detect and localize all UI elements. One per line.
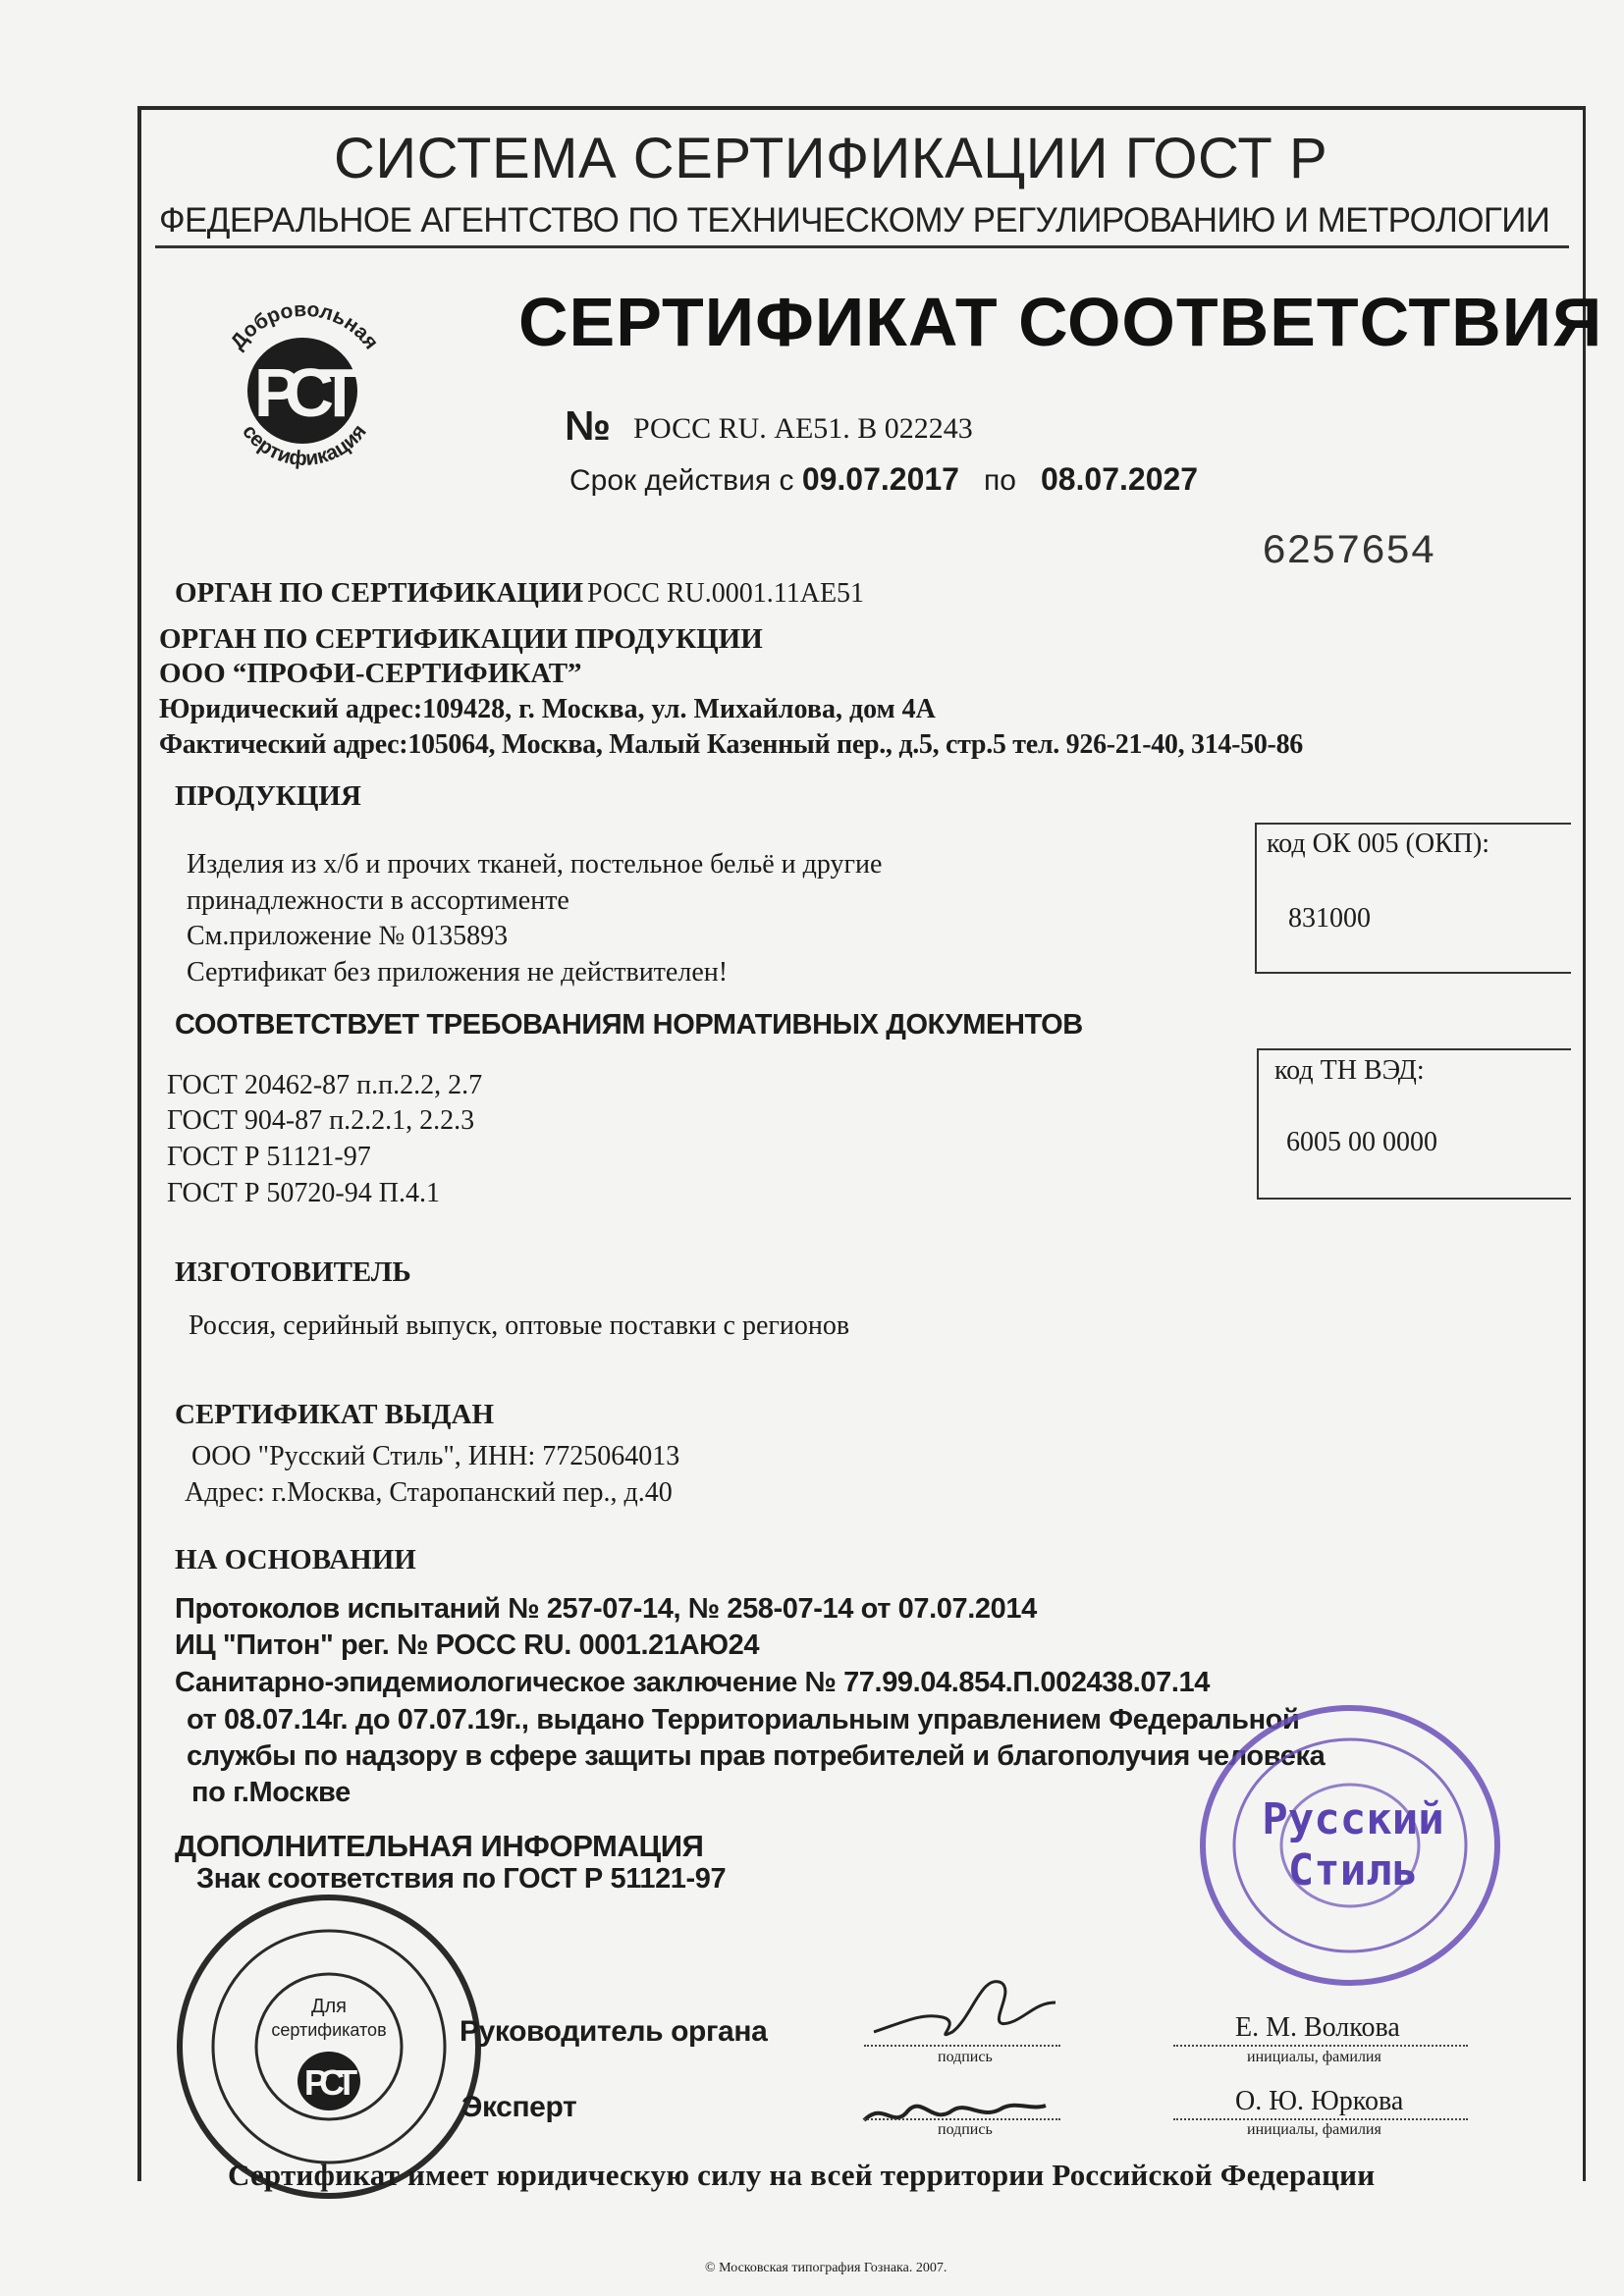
basis-line-2: ИЦ "Питон" рег. № РОСС RU. 0001.21АЮ24 [175, 1629, 760, 1661]
basis-line-5: службы по надзору в сфере защиты прав потребителей и благополучия человека [187, 1740, 1326, 1772]
organ-heading: ОРГАН ПО СЕРТИФИКАЦИИ [175, 577, 584, 609]
validity-to-label: по [983, 464, 1016, 497]
svg-text:Добровольная: Добровольная [226, 297, 383, 354]
validity-line [569, 461, 1198, 498]
product-line-4: Сертификат без приложения не действителен! [187, 957, 729, 988]
svg-text:Русский: Русский [1262, 1794, 1444, 1844]
validity-label: Срок действия с [569, 464, 794, 497]
head-name-caption: инициалы, фамилия [1247, 2049, 1381, 2065]
rst-voluntary-logo-icon [206, 285, 403, 481]
standard-doc-2: ГОСТ 904-87 п.2.2.1, 2.2.3 [167, 1105, 475, 1136]
expert-name: О. Ю. Юркова [1235, 2086, 1404, 2116]
expert-name-line [1173, 2118, 1468, 2120]
standard-doc-4: ГОСТ Р 50720-94 П.4.1 [167, 1178, 440, 1208]
head-name-line [1173, 2045, 1468, 2047]
tnved-value: 6005 00 0000 [1286, 1127, 1437, 1157]
validity-from: 09.07.2017 [801, 461, 959, 497]
organ-code: РОСС RU.0001.11АЕ51 [587, 578, 865, 609]
expert-sign-line [864, 2118, 1060, 2120]
basis-line-1: Протоколов испытаний № 257-07-14, № 258-07-14 от 07.07.2014 [175, 1593, 1037, 1625]
basis-line-4: от 08.07.14г. до 07.07.19г., выдано Территориальным управлением Федеральной [187, 1704, 1300, 1735]
certificate-number: РОСС RU. АЕ51. В 022243 [633, 412, 973, 445]
actual-address: Фактический адрес:105064, Москва, Малый Казенный пер., д.5, стр.5 тел. 926-21-40, 314-50-86 [159, 729, 1303, 760]
head-signature-icon [864, 1963, 1060, 2052]
head-name: Е. М. Волкова [1235, 2012, 1400, 2043]
conformity-heading: СООТВЕТСТВУЕТ ТРЕБОВАНИЯМ НОРМАТИВНЫХ ДОКУМЕНТОВ [175, 1009, 1083, 1041]
manufacturer-heading: ИЗГОТОВИТЕЛЬ [175, 1256, 411, 1288]
issued-name: ООО "Русский Стиль", ИНН: 7725064013 [191, 1441, 680, 1471]
organ-name: ОРГАН ПО СЕРТИФИКАЦИИ ПРОДУКЦИИ [159, 623, 763, 655]
okp-label: код ОК 005 (ОКП): [1267, 828, 1490, 859]
additional-heading: ДОПОЛНИТЕЛЬНАЯ ИНФОРМАЦИЯ [175, 1829, 704, 1863]
expert-label: Эксперт [461, 2091, 577, 2123]
tnved-label: код ТН ВЭД: [1274, 1055, 1425, 1086]
expert-name-caption: инициалы, фамилия [1247, 2121, 1381, 2138]
svg-text:РСТ: РСТ [303, 2062, 351, 2103]
svg-text:сертификация: сертификация [238, 420, 371, 471]
product-line-2: принадлежности в ассортименте [187, 885, 569, 916]
head-sign-line [864, 2045, 1060, 2047]
agency-name: ФЕДЕРАЛЬНОЕ АГЕНТСТВО ПО ТЕХНИЧЕСКОМУ РЕГУЛИРОВАНИЮ И МЕТРОЛОГИИ [159, 201, 1550, 240]
svg-text:сертификатов: сертификатов [271, 2020, 387, 2040]
svg-text:Для: Для [310, 1996, 348, 2017]
expert-sign-caption: подпись [938, 2121, 993, 2138]
standard-doc-1: ГОСТ 20462-87 п.п.2.2, 2.7 [167, 1070, 483, 1100]
product-line-3: См.приложение № 0135893 [187, 921, 509, 951]
manufacturer-text: Россия, серийный выпуск, оптовые поставки с регионов [189, 1310, 850, 1341]
basis-line-6: по г.Москве [191, 1777, 351, 1808]
okp-value: 831000 [1288, 903, 1371, 934]
header-divider [155, 245, 1569, 248]
additional-text: Знак соответствия по ГОСТ Р 51121-97 [196, 1863, 727, 1895]
basis-heading: НА ОСНОВАНИИ [175, 1544, 416, 1575]
validity-to: 08.07.2027 [1040, 461, 1199, 497]
russkiy-stil-stamp-icon [1188, 1688, 1512, 2002]
basis-line-3: Санитарно-эпидемиологическое заключение № 77.99.04.854.П.002438.07.14 [175, 1667, 1210, 1698]
legal-address: Юридический адрес:109428, г. Москва, ул. Михайлова, дом 4А [159, 694, 936, 724]
standard-doc-3: ГОСТ Р 51121-97 [167, 1142, 371, 1172]
product-line-1: Изделия из х/б и прочих тканей, постельное бельё и другие [187, 849, 883, 880]
expert-signature-icon [854, 2081, 1051, 2150]
head-sign-caption: подпись [938, 2049, 993, 2065]
printer-note: © Московская типография Гознака. 2007. [705, 2261, 947, 2275]
issued-address: Адрес: г.Москва, Старопанский пер., д.40 [185, 1477, 673, 1508]
certificate-title: СЕРТИФИКАТ СООТВЕТСТВИЯ [518, 284, 1603, 360]
head-label: Руководитель органа [460, 2015, 768, 2048]
system-title: СИСТЕМА СЕРТИФИКАЦИИ ГОСТ Р [334, 127, 1328, 190]
serial-number: 6257654 [1262, 528, 1435, 575]
organ-heading-line [175, 577, 864, 610]
footer-note: Сертификат имеет юридическую силу на всей территории Российской Федерации [228, 2158, 1376, 2192]
number-sign: № [565, 402, 611, 449]
organ-company: ООО “ПРОФИ-СЕРТИФИКАТ” [159, 658, 582, 689]
issued-heading: СЕРТИФИКАТ ВЫДАН [175, 1399, 495, 1430]
svg-text:Стиль: Стиль [1287, 1845, 1419, 1896]
svg-text:РСТ: РСТ [253, 354, 348, 431]
product-heading: ПРОДУКЦИЯ [175, 780, 361, 812]
